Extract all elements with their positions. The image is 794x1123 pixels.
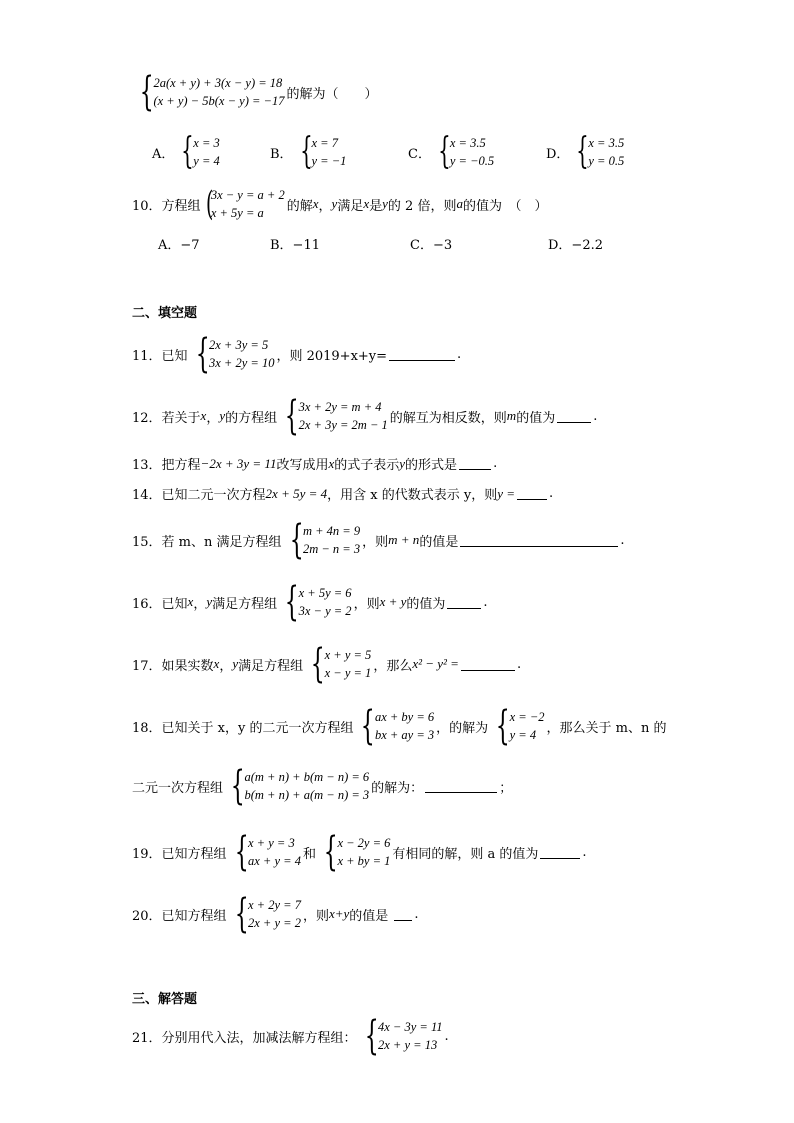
- answer-blank[interactable]: [447, 596, 481, 609]
- answer-blank[interactable]: [540, 846, 580, 859]
- question-19: 19．已知方程组 { x + y = 3 ax + y = 4 和 { x − 2y = 6 x + by = 1 有相同的解，则 a 的值为 .: [132, 829, 587, 875]
- answer-blank[interactable]: [460, 534, 618, 547]
- answer-blank[interactable]: [461, 658, 515, 671]
- section-heading-fill-in: 二、填空题: [132, 306, 198, 321]
- question-15: 15．若 m、n 满足方程组 { m + 4n = 9 2m − n = 3 ，则 m + n 的值是 .: [132, 517, 625, 563]
- q9-option-b[interactable]: B． { x = 7 y = −1: [270, 131, 347, 172]
- answer-blank[interactable]: [394, 908, 412, 921]
- q9-option-a[interactable]: A． { x = 3 y = 4: [152, 131, 220, 172]
- q10-option-d[interactable]: D．−2.2: [548, 238, 603, 253]
- question-9-system: { 2a(x + y) + 3(x − y) = 18 (x + y) − 5b(x − y) = −17 的解为（ ）: [132, 72, 378, 112]
- q10-option-c[interactable]: C．−3: [410, 238, 453, 253]
- q9-option-d[interactable]: D． { x = 3.5 y = 0.5: [546, 131, 625, 172]
- question-10: 10．方程组 ( 3x − y = a + 2 x + 5y = a 的解 x ， y 满足 x 是 y 的 2 倍，则 a 的值为 （ ）: [132, 184, 548, 224]
- question-16: 16．已知 x ， y 满足方程组 { x + 5y = 6 3x − y = 2 ，则 x + y 的值为 .: [132, 579, 488, 625]
- q10-option-a[interactable]: A．−7: [158, 238, 200, 253]
- answer-blank[interactable]: [459, 457, 491, 470]
- equation-system: { 2a(x + y) + 3(x − y) = 18 (x + y) − 5b(x − y) = −17: [139, 69, 285, 115]
- question-12: 12．若关于 x ， y 的方程组 { 3x + 2y = m + 4 2x + 3y = 2m − 1 的解互为相反数，则 m 的值为 .: [132, 393, 598, 439]
- section-heading-solve: 三、解答题: [132, 992, 198, 1007]
- answer-blank[interactable]: [557, 410, 591, 423]
- question-20: 20．已知方程组 { x + 2y = 7 2x + y = 2 ，则 x+y 的值是 .: [132, 891, 419, 937]
- q10-option-b[interactable]: B．−11: [270, 238, 320, 253]
- question-11: 11．已知 { 2x + 3y = 5 3x + 2y = 10 ，则 2019+x+y= .: [132, 331, 462, 377]
- answer-blank[interactable]: [425, 780, 497, 793]
- question-14: 14．已知二元一次方程 2x + 5y = 4 ，用含 x 的代数式表示 y，则 y = .: [132, 485, 554, 503]
- question-21: 21．分别用代入法，加减法解方程组： { 4x − 3y = 11 2x + y = 13 .: [132, 1013, 449, 1059]
- question-13: 13．把方程 −2x + 3y = 11 改写成用 x 的式子表示 y 的形式是 .: [132, 455, 498, 473]
- q9-option-c[interactable]: C． { x = 3.5 y = −0.5: [408, 131, 495, 172]
- question-17: 17．如果实数 x ， y 满足方程组 { x + y = 5 x − y = 1 ，那么 x² − y² = .: [132, 641, 522, 687]
- question-18: 18．已知关于 x，y 的二元一次方程组 { ax + by = 6 bx + ay = 3 ，的解为 { x = −2 y = 4 ，那么关于 m、n 的: [132, 703, 667, 749]
- answer-blank[interactable]: [389, 348, 455, 361]
- question-18-line-2: 二元一次方程组 { a(m + n) + b(m − n) = 6 b(m + n) + a(m − n) = 3 的解为： ；: [132, 763, 513, 809]
- answer-blank[interactable]: [517, 487, 547, 500]
